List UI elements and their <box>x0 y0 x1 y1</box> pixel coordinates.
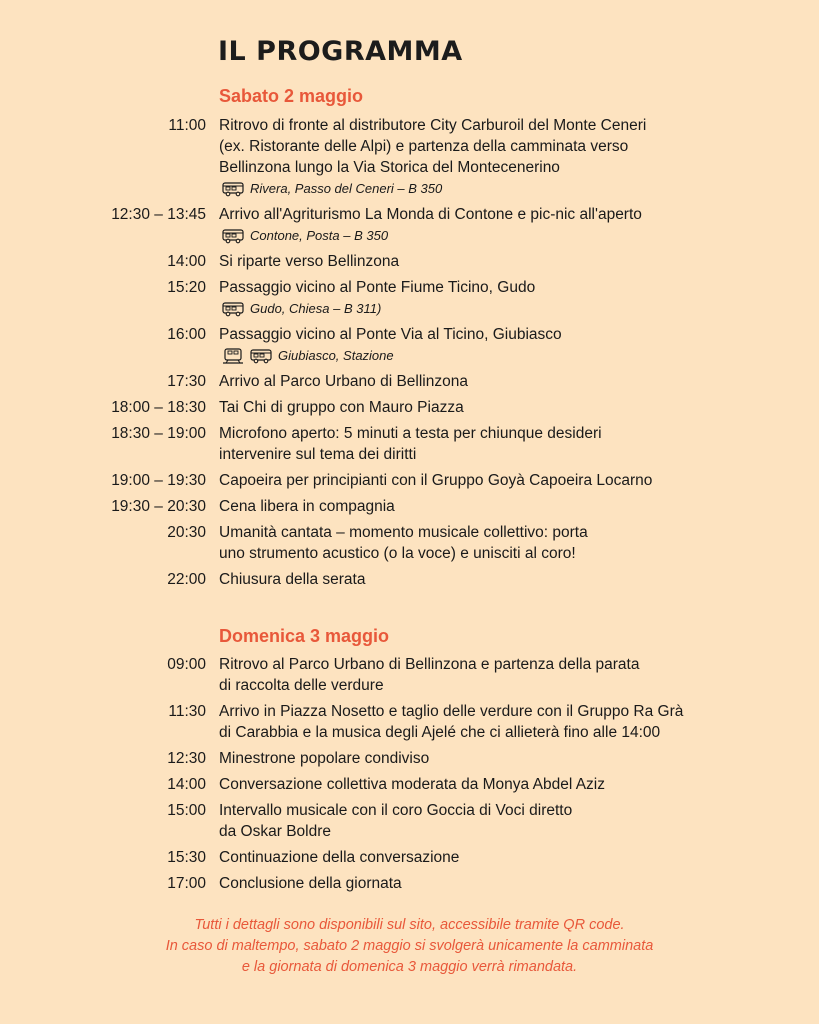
schedule-row <box>0 522 819 564</box>
event-description-line: Conversazione collettiva moderata da Monya Abdel Aziz <box>219 776 605 793</box>
event-time: 14:00 <box>167 776 206 793</box>
event-description-line: Cena libera in compagnia <box>219 498 395 515</box>
event-description-line: (ex. Ristorante delle Alpi) e partenza della camminata verso <box>219 138 629 155</box>
event-time: 18:30 – 19:00 <box>111 425 206 442</box>
event-description-line: Conclusione della giornata <box>219 875 402 892</box>
event-time: 16:00 <box>167 326 206 343</box>
event-time: 15:20 <box>167 279 206 296</box>
schedule-row <box>0 324 819 366</box>
schedule-row <box>0 847 819 868</box>
event-description <box>219 423 739 465</box>
footer-line: Tutti i dettagli sono disponibili sul sito, accessibile tramite QR code. <box>194 917 625 933</box>
saturday-heading: Sabato 2 maggio <box>219 86 364 106</box>
event-time: 15:00 <box>167 802 206 819</box>
event-time: 19:30 – 20:30 <box>111 498 206 515</box>
event-time: 17:00 <box>167 875 206 892</box>
schedule-row <box>0 470 819 491</box>
event-description-line: Chiusura della serata <box>219 571 366 588</box>
schedule-row <box>0 371 819 392</box>
event-time: 12:30 – 13:45 <box>111 206 206 223</box>
transit-stop-label: Gudo, Chiesa – B 311) <box>250 301 382 316</box>
transit-stop-label: Rivera, Passo del Ceneri – B 350 <box>250 181 443 196</box>
event-description <box>219 800 739 842</box>
event-description-line: di raccolta delle verdure <box>219 677 384 694</box>
event-description-line: Intervallo musicale con il coro Goccia di Voci diretto <box>219 802 573 819</box>
event-description <box>219 847 739 868</box>
event-description-line: uno strumento acustico (o la voce) e unisciti al coro! <box>219 545 576 562</box>
footer-note <box>0 915 819 978</box>
event-description-line: Passaggio vicino al Ponte Via al Ticino, Giubiasco <box>219 326 562 343</box>
schedule-row <box>0 654 819 696</box>
event-description-line: Microfono aperto: 5 minuti a testa per chiunque desideri <box>219 425 602 442</box>
schedule-row <box>0 748 819 769</box>
event-description <box>219 748 739 769</box>
event-time: 14:00 <box>167 253 206 270</box>
event-time: 09:00 <box>167 656 206 673</box>
bus-icon <box>222 301 246 317</box>
event-time: 19:00 – 19:30 <box>111 472 206 489</box>
schedule-row <box>0 204 819 246</box>
transit-stop <box>222 345 819 366</box>
event-description <box>219 397 739 418</box>
schedule-row <box>0 115 819 199</box>
transit-stop <box>222 225 819 246</box>
event-description <box>219 569 739 590</box>
event-description <box>219 251 739 272</box>
schedule-row <box>0 277 819 319</box>
event-description <box>219 522 739 564</box>
event-description <box>219 654 739 696</box>
event-description-line: di Carabbia e la musica degli Ajelé che ci allieterà fino alle 14:00 <box>219 724 661 741</box>
schedule-row <box>0 873 819 894</box>
event-description <box>219 324 739 345</box>
sunday-heading: Domenica 3 maggio <box>219 626 390 646</box>
bus-icon <box>222 228 246 244</box>
event-description-line: Arrivo in Piazza Nosetto e taglio delle verdure con il Gruppo Ra Grà <box>219 703 684 720</box>
event-description-line: Ritrovo di fronte al distributore City Carburoil del Monte Ceneri <box>219 117 647 134</box>
event-description <box>219 371 739 392</box>
schedule-row <box>0 569 819 590</box>
footer-line: e la giornata di domenica 3 maggio verrà rimandata. <box>241 959 578 975</box>
event-description <box>219 470 739 491</box>
transit-stop <box>222 178 819 199</box>
schedule-row <box>0 800 819 842</box>
bus-icon <box>250 348 274 364</box>
event-description-line: intervenire sul tema dei diritti <box>219 446 417 463</box>
event-description <box>219 277 739 298</box>
event-time: 11:00 <box>168 117 206 134</box>
event-description-line: da Oskar Boldre <box>219 823 331 840</box>
schedule-row <box>0 496 819 517</box>
event-description <box>219 204 739 225</box>
schedule-row <box>0 774 819 795</box>
event-description-line: Tai Chi di gruppo con Mauro Piazza <box>219 399 464 416</box>
saturday-schedule <box>0 115 819 595</box>
schedule-row <box>0 701 819 743</box>
event-description <box>219 873 739 894</box>
event-description <box>219 115 739 178</box>
event-description-line: Passaggio vicino al Ponte Fiume Ticino, Gudo <box>219 279 536 296</box>
event-time: 11:30 <box>168 703 206 720</box>
page-title: IL PROGRAMMA <box>218 36 463 67</box>
schedule-row <box>0 397 819 418</box>
event-description-line: Arrivo al Parco Urbano di Bellinzona <box>219 373 468 390</box>
event-description-line: Umanità cantata – momento musicale collettivo: porta <box>219 524 588 541</box>
event-time: 22:00 <box>167 571 206 588</box>
event-description-line: Bellinzona lungo la Via Storica del Montecenerino <box>219 159 560 176</box>
bus-icon <box>222 181 246 197</box>
transit-stop-label: Contone, Posta – B 350 <box>250 228 389 243</box>
footer-line: In caso di maltempo, sabato 2 maggio si svolgerà unicamente la camminata <box>165 938 654 954</box>
event-description <box>219 774 739 795</box>
event-description-line: Si riparte verso Bellinzona <box>219 253 400 270</box>
event-description <box>219 701 739 743</box>
event-time: 18:00 – 18:30 <box>111 399 206 416</box>
event-description-line: Minestrone popolare condiviso <box>219 750 430 767</box>
event-time: 15:30 <box>167 849 206 866</box>
transit-stop <box>222 298 819 319</box>
train-icon <box>222 348 246 364</box>
transit-stop-label: Giubiasco, Stazione <box>278 348 394 363</box>
event-time: 12:30 <box>167 750 206 767</box>
event-description-line: Arrivo all'Agriturismo La Monda di Contone e pic-nic all'aperto <box>219 206 642 223</box>
event-description-line: Ritrovo al Parco Urbano di Bellinzona e partenza della parata <box>219 656 640 673</box>
schedule-row <box>0 423 819 465</box>
event-description <box>219 496 739 517</box>
schedule-row <box>0 251 819 272</box>
event-description-line: Capoeira per principianti con il Gruppo Goyà Capoeira Locarno <box>219 472 653 489</box>
event-time: 20:30 <box>167 524 206 541</box>
event-description-line: Continuazione della conversazione <box>219 849 460 866</box>
sunday-schedule <box>0 654 819 899</box>
event-time: 17:30 <box>167 373 206 390</box>
